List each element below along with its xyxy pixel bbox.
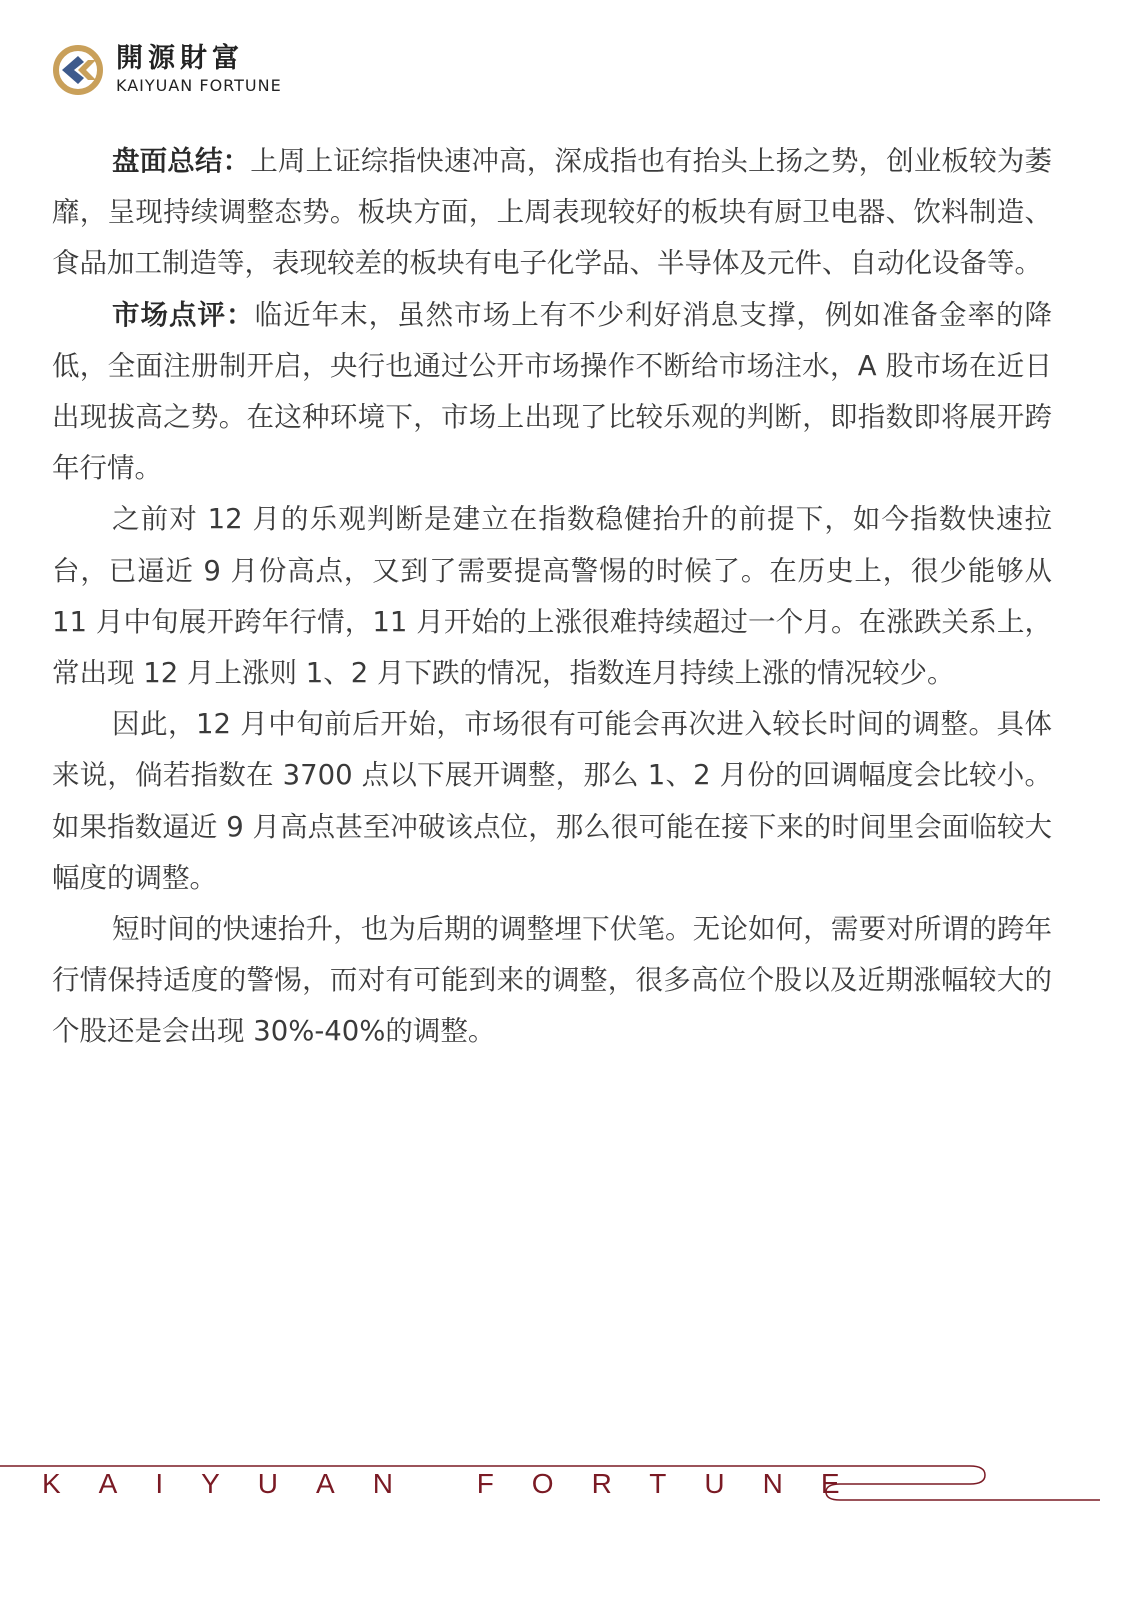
paragraph-caution: 短时间的快速抬升，也为后期的调整埋下伏笔。无论如何，需要对所谓的跨年行情保持适度的警惕，而对有可能到来的调整，很多高位个股以及近期涨幅较大的个股还是会出现 30%-40%的调整。	[52, 913, 1052, 1048]
paragraph-market-summary	[52, 136, 1052, 290]
paragraph-market-review	[52, 290, 1052, 495]
footer-brand-text: KAIYUAN FORTUNE	[42, 1468, 878, 1499]
page-header	[52, 40, 282, 100]
lead-market-summary: 盘面总结：	[112, 145, 251, 177]
kaiyuan-fortune-logo-icon	[52, 44, 104, 96]
brand-name-chinese: 開源財富	[116, 43, 244, 74]
brand-wordmark	[116, 44, 282, 96]
text-market-summary: 上周上证综指快速冲高，深成指也有抬头上扬之势，创业板较为萎靡，呈现持续调整态势。板块方面，上周表现较好的板块有厨卫电器、饮料制造、食品加工制造等，表现较差的板块有电子化学品、半导体及元件、自动化设备等。	[52, 145, 1053, 280]
text-market-review: 临近年末，虽然市场上有不少利好消息支撑，例如准备金率的降低，全面注册制开启，央行也通过公开市场操作不断给市场注水，A 股市场在近日出现拔高之势。在这种环境下，市场上出现了比较乐观的判断，即指数即将展开跨年行情。	[52, 298, 1052, 485]
paragraph-adjustment-forecast: 因此，12 月中旬前后开始，市场很有可能会再次进入较长时间的调整。具体来说，倘若指数在 3700 点以下展开调整，那么 1、2 月份的回调幅度会比较小。如果指数逼近 9 月高点甚至冲破该点位，那么很可能在接下来的时间里会面临较大幅度的调整。	[52, 708, 1052, 894]
paragraph-december-outlook: 之前对 12 月的乐观判断是建立在指数稳健抬升的前提下，如今指数快速拉台，已逼近 9 月份高点，又到了需要提高警惕的时候了。在历史上，很少能够从 11 月中旬展开跨年行情，11 月开始的上涨很难持续超过一个月。在涨跌关系上，常出现 12 月上涨则 1、2 月下跌的情况，指数连月持续上涨的情况较少。	[52, 503, 1052, 690]
lead-market-review: 市场点评：	[112, 298, 255, 331]
article-body	[52, 136, 1052, 1058]
brand-name-english: KAIYUAN FORTUNE	[116, 76, 282, 95]
